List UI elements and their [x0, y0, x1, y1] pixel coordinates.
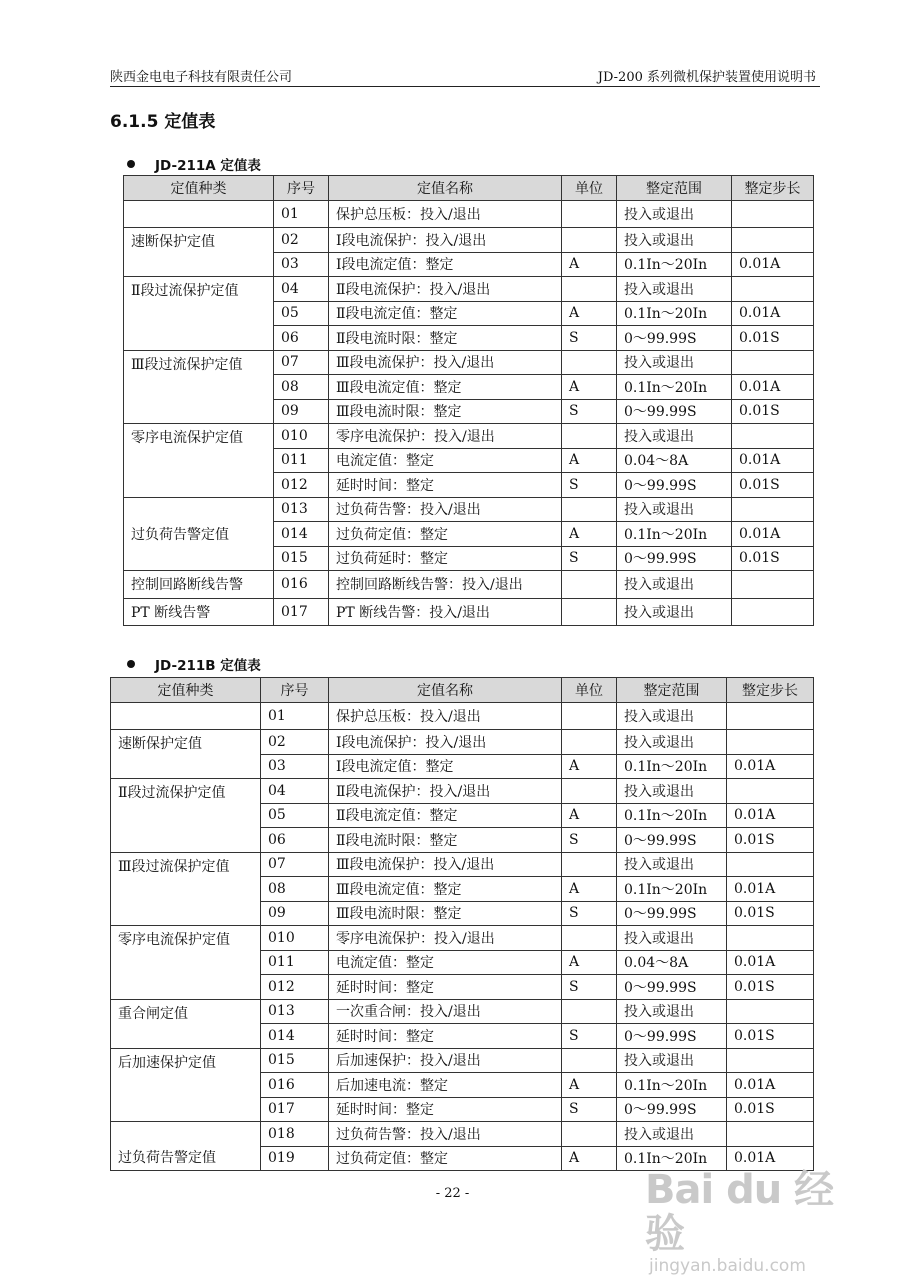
cell-unit: S [562, 399, 617, 424]
bullet-icon [127, 660, 135, 668]
cell-unit: A [562, 1146, 617, 1171]
cell-name: 延时时间：整定 [329, 1097, 562, 1122]
cell-range: 0.1In～20In [617, 877, 727, 902]
cell-step [727, 999, 814, 1024]
cell-range: 投入或退出 [617, 852, 727, 877]
baidu-watermark [645, 1168, 845, 1276]
cell-no: 03 [261, 754, 329, 779]
cell-unit [562, 730, 617, 755]
table-row [124, 497, 814, 522]
cell-no: 08 [261, 877, 329, 902]
table-row [124, 200, 814, 228]
cell-range: 投入或退出 [617, 424, 732, 449]
cell-range: 0.1In～20In [617, 522, 732, 547]
cell-name: 过负荷定值：整定 [329, 1146, 562, 1171]
cell-name: Ⅰ段电流保护：投入/退出 [329, 730, 562, 755]
cell-unit [562, 277, 617, 302]
cell-name: Ⅲ段电流保护：投入/退出 [329, 350, 562, 375]
cell-step [732, 598, 814, 626]
cell-unit [562, 779, 617, 804]
table-a-header-row [124, 176, 814, 201]
cell-range: 0～99.99S [617, 975, 727, 1000]
cell-no: 013 [261, 999, 329, 1024]
cell-range: 0.1In～20In [617, 252, 732, 277]
cell-name: 后加速电流：整定 [329, 1073, 562, 1098]
col-header-category: 定值种类 [124, 176, 274, 201]
cell-name: 过负荷延时：整定 [329, 546, 562, 571]
cell-range: 投入或退出 [617, 200, 732, 228]
table-row [124, 598, 814, 626]
cell-no: 09 [261, 901, 329, 926]
cell-name: 零序电流保护：投入/退出 [329, 926, 562, 951]
cell-step: 0.01S [732, 473, 814, 498]
cell-unit: S [562, 473, 617, 498]
watermark-logo: Bai du 经验 [645, 1167, 834, 1257]
cell-no: 07 [274, 350, 329, 375]
cell-unit [562, 1048, 617, 1073]
cell-range: 0.04～8A [617, 448, 732, 473]
cell-unit [562, 702, 617, 730]
cell-unit: A [562, 1073, 617, 1098]
cell-range: 投入或退出 [617, 999, 727, 1024]
cell-range: 投入或退出 [617, 779, 727, 804]
cell-name: 过负荷告警：投入/退出 [329, 497, 562, 522]
cell-unit: A [562, 448, 617, 473]
cell-no: 03 [274, 252, 329, 277]
cell-unit: A [562, 877, 617, 902]
settings-table-b [110, 677, 814, 1171]
table-b-header-row [111, 678, 814, 703]
cell-unit: S [562, 1024, 617, 1049]
cell-range: 0～99.99S [617, 546, 732, 571]
col-header-range: 整定范围 [617, 176, 732, 201]
table-row [111, 926, 814, 951]
cell-no: 07 [261, 852, 329, 877]
col-header-no: 序号 [261, 678, 329, 703]
cell-no: 05 [274, 301, 329, 326]
cell-category: 零序电流保护定值 [124, 424, 274, 498]
cell-step: 0.01A [732, 301, 814, 326]
cell-range: 0.1In～20In [617, 1073, 727, 1098]
cell-no: 016 [261, 1073, 329, 1098]
cell-category: Ⅲ段过流保护定值 [124, 350, 274, 424]
table-a-caption-text: JD-211A 定值表 [155, 158, 261, 174]
cell-category: Ⅱ段过流保护定值 [124, 277, 274, 351]
col-header-range: 整定范围 [617, 678, 727, 703]
page-number: - 22 - [435, 1186, 470, 1201]
cell-name: PT 断线告警：投入/退出 [329, 598, 562, 626]
cell-name: Ⅱ段电流保护：投入/退出 [329, 277, 562, 302]
table-b-caption-text: JD-211B 定值表 [155, 658, 261, 674]
cell-no: 014 [274, 522, 329, 547]
cell-unit: A [562, 252, 617, 277]
cell-no: 04 [274, 277, 329, 302]
table-row [111, 999, 814, 1024]
cell-step: 0.01A [732, 375, 814, 400]
table-a-caption [127, 154, 261, 174]
cell-category: 后加速保护定值 [111, 1048, 261, 1122]
cell-step: 0.01S [727, 1097, 814, 1122]
cell-range: 0.04～8A [617, 950, 727, 975]
cell-step: 0.01A [727, 1073, 814, 1098]
cell-unit [562, 598, 617, 626]
cell-no: 013 [274, 497, 329, 522]
cell-name: Ⅰ段电流保护：投入/退出 [329, 228, 562, 253]
cell-category: Ⅲ段过流保护定值 [111, 852, 261, 926]
cell-name: 保护总压板：投入/退出 [329, 200, 562, 228]
cell-no: 011 [274, 448, 329, 473]
cell-no: 011 [261, 950, 329, 975]
cell-name: 电流定值：整定 [329, 448, 562, 473]
table-row [111, 730, 814, 755]
cell-no: 02 [261, 730, 329, 755]
cell-no: 06 [261, 828, 329, 853]
cell-unit: S [562, 975, 617, 1000]
cell-no: 016 [274, 571, 329, 599]
cell-unit [562, 228, 617, 253]
cell-range: 0～99.99S [617, 326, 732, 351]
cell-unit [562, 999, 617, 1024]
cell-category: 过负荷告警定值 [124, 497, 274, 571]
col-header-no: 序号 [274, 176, 329, 201]
col-header-category: 定值种类 [111, 678, 261, 703]
cell-category [124, 200, 274, 228]
cell-step: 0.01S [727, 828, 814, 853]
cell-name: 延时时间：整定 [329, 473, 562, 498]
col-header-step: 整定步长 [727, 678, 814, 703]
cell-no: 04 [261, 779, 329, 804]
col-header-name: 定值名称 [329, 176, 562, 201]
cell-no: 015 [274, 546, 329, 571]
table-row [111, 1122, 814, 1147]
cell-category: 控制回路断线告警 [124, 571, 274, 599]
cell-unit: A [562, 950, 617, 975]
cell-range: 0.1In～20In [617, 803, 727, 828]
cell-unit [562, 424, 617, 449]
cell-step: 0.01S [732, 546, 814, 571]
cell-unit: S [562, 828, 617, 853]
cell-step [727, 1048, 814, 1073]
cell-step: 0.01A [732, 448, 814, 473]
cell-name: 电流定值：整定 [329, 950, 562, 975]
cell-range: 投入或退出 [617, 1048, 727, 1073]
cell-name: 过负荷告警：投入/退出 [329, 1122, 562, 1147]
cell-step: 0.01S [727, 901, 814, 926]
cell-step: 0.01S [727, 1024, 814, 1049]
cell-name: Ⅰ段电流定值：整定 [329, 754, 562, 779]
cell-unit: S [562, 326, 617, 351]
cell-no: 06 [274, 326, 329, 351]
cell-step [732, 497, 814, 522]
cell-unit: A [562, 375, 617, 400]
cell-step: 0.01A [727, 1146, 814, 1171]
cell-unit: S [562, 1097, 617, 1122]
cell-range: 0～99.99S [617, 399, 732, 424]
cell-step [727, 926, 814, 951]
cell-step: 0.01A [732, 252, 814, 277]
cell-step [727, 702, 814, 730]
cell-name: Ⅱ段电流时限：整定 [329, 828, 562, 853]
cell-unit: A [562, 522, 617, 547]
cell-range: 0.1In～20In [617, 754, 727, 779]
cell-no: 017 [261, 1097, 329, 1122]
cell-name: 零序电流保护：投入/退出 [329, 424, 562, 449]
table-row [111, 852, 814, 877]
cell-step: 0.01A [727, 877, 814, 902]
cell-name: Ⅰ段电流定值：整定 [329, 252, 562, 277]
watermark-url: jingyan.baidu.com [649, 1256, 806, 1276]
cell-no: 019 [261, 1146, 329, 1171]
cell-step [732, 228, 814, 253]
cell-range: 投入或退出 [617, 1122, 727, 1147]
cell-name: Ⅲ段电流定值：整定 [329, 877, 562, 902]
cell-unit [562, 1122, 617, 1147]
cell-no: 05 [261, 803, 329, 828]
cell-category [111, 702, 261, 730]
cell-category: Ⅱ段过流保护定值 [111, 779, 261, 853]
cell-category: PT 断线告警 [124, 598, 274, 626]
cell-step: 0.01S [727, 975, 814, 1000]
cell-unit: S [562, 901, 617, 926]
table-row [124, 228, 814, 253]
cell-name: Ⅱ段电流保护：投入/退出 [329, 779, 562, 804]
table-a-body [124, 200, 814, 626]
cell-range: 投入或退出 [617, 350, 732, 375]
cell-unit [562, 497, 617, 522]
cell-range: 0～99.99S [617, 828, 727, 853]
table-b-body [111, 702, 814, 1171]
cell-name: Ⅲ段电流保护：投入/退出 [329, 852, 562, 877]
cell-range: 投入或退出 [617, 497, 732, 522]
cell-name: 延时时间：整定 [329, 1024, 562, 1049]
cell-name: 保护总压板：投入/退出 [329, 702, 562, 730]
cell-unit [562, 571, 617, 599]
cell-range: 投入或退出 [617, 598, 732, 626]
bullet-icon [127, 160, 135, 168]
cell-range: 投入或退出 [617, 228, 732, 253]
cell-unit [562, 926, 617, 951]
cell-name: Ⅱ段电流定值：整定 [329, 803, 562, 828]
cell-no: 018 [261, 1122, 329, 1147]
cell-name: 过负荷定值：整定 [329, 522, 562, 547]
cell-unit: A [562, 301, 617, 326]
cell-range: 投入或退出 [617, 730, 727, 755]
cell-category: 速断保护定值 [124, 228, 274, 277]
cell-category: 零序电流保护定值 [111, 926, 261, 1000]
cell-step [732, 571, 814, 599]
cell-unit: S [562, 546, 617, 571]
cell-range: 0.1In～20In [617, 375, 732, 400]
cell-range: 投入或退出 [617, 571, 732, 599]
cell-no: 010 [261, 926, 329, 951]
cell-name: Ⅲ段电流时限：整定 [329, 901, 562, 926]
cell-unit [562, 350, 617, 375]
col-header-step: 整定步长 [732, 176, 814, 201]
cell-step: 0.01A [727, 950, 814, 975]
cell-name: Ⅲ段电流时限：整定 [329, 399, 562, 424]
cell-unit [562, 200, 617, 228]
settings-table-a [123, 175, 814, 626]
table-row [111, 702, 814, 730]
cell-range: 0～99.99S [617, 1097, 727, 1122]
cell-no: 01 [261, 702, 329, 730]
cell-category: 重合闸定值 [111, 999, 261, 1048]
cell-category: 速断保护定值 [111, 730, 261, 779]
cell-step [732, 424, 814, 449]
cell-name: Ⅱ段电流时限：整定 [329, 326, 562, 351]
cell-name: 控制回路断线告警：投入/退出 [329, 571, 562, 599]
cell-range: 0～99.99S [617, 473, 732, 498]
cell-unit: A [562, 754, 617, 779]
table-row [124, 277, 814, 302]
cell-no: 015 [261, 1048, 329, 1073]
cell-no: 02 [274, 228, 329, 253]
cell-no: 01 [274, 200, 329, 228]
cell-step: 0.01A [727, 754, 814, 779]
cell-range: 0.1In～20In [617, 301, 732, 326]
table-row [111, 1048, 814, 1073]
cell-no: 09 [274, 399, 329, 424]
cell-range: 0～99.99S [617, 1024, 727, 1049]
col-header-unit: 单位 [562, 678, 617, 703]
cell-no: 08 [274, 375, 329, 400]
table-row [124, 350, 814, 375]
col-header-unit: 单位 [562, 176, 617, 201]
page-header [110, 60, 820, 87]
cell-no: 014 [261, 1024, 329, 1049]
cell-step: 0.01S [732, 399, 814, 424]
cell-name: 一次重合闸：投入/退出 [329, 999, 562, 1024]
section-title: 6.1.5 定值表 [110, 112, 216, 132]
cell-step [727, 1122, 814, 1147]
company-name: 陕西金电电子科技有限责任公司 [110, 70, 293, 85]
cell-unit: A [562, 803, 617, 828]
cell-step: 0.01S [732, 326, 814, 351]
cell-range: 投入或退出 [617, 702, 727, 730]
col-header-name: 定值名称 [329, 678, 562, 703]
cell-range: 投入或退出 [617, 926, 727, 951]
cell-step [727, 779, 814, 804]
table-row [111, 779, 814, 804]
cell-no: 017 [274, 598, 329, 626]
cell-range: 0.1In～20In [617, 1146, 727, 1171]
cell-step: 0.01A [727, 803, 814, 828]
cell-name: 后加速保护：投入/退出 [329, 1048, 562, 1073]
cell-step [727, 730, 814, 755]
cell-step [732, 277, 814, 302]
cell-no: 012 [261, 975, 329, 1000]
cell-range: 0～99.99S [617, 901, 727, 926]
table-row [124, 571, 814, 599]
cell-step: 0.01A [732, 522, 814, 547]
cell-name: 延时时间：整定 [329, 975, 562, 1000]
cell-unit [562, 852, 617, 877]
cell-name: Ⅲ段电流定值：整定 [329, 375, 562, 400]
cell-step [732, 200, 814, 228]
table-b-caption [127, 654, 261, 674]
cell-name: Ⅱ段电流定值：整定 [329, 301, 562, 326]
cell-category: 过负荷告警定值 [111, 1122, 261, 1171]
cell-range: 投入或退出 [617, 277, 732, 302]
cell-no: 012 [274, 473, 329, 498]
cell-no: 010 [274, 424, 329, 449]
manual-title: JD-200 系列微机保护装置使用说明书 [597, 70, 816, 85]
cell-step [732, 350, 814, 375]
table-row [124, 424, 814, 449]
cell-step [727, 852, 814, 877]
